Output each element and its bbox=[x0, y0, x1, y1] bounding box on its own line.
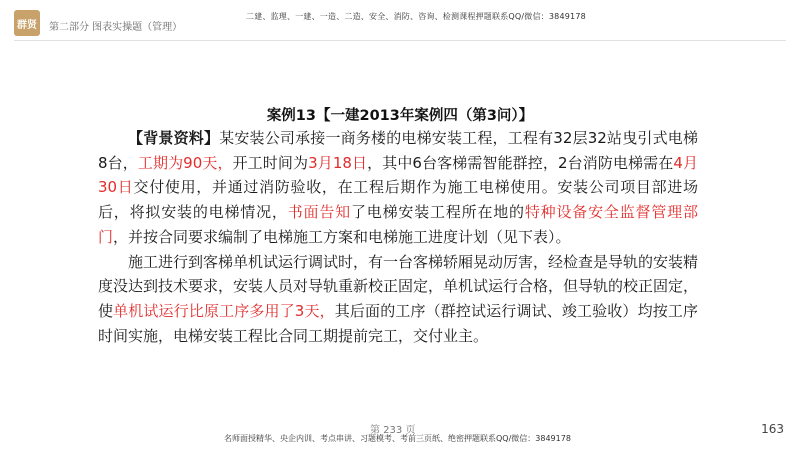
highlight-duration: 工期为90天， bbox=[137, 153, 233, 172]
text-span: 其后面的工序（群控试运行调试、竣工验收）均按工序时间实施，电梯安装工程比合同工期提前完工，交付业主。 bbox=[98, 301, 698, 345]
highlight-authority: 特种设备安全监督管理部门 bbox=[98, 203, 698, 246]
highlight-start-date: 3月18日 bbox=[308, 153, 368, 172]
header-divider bbox=[14, 40, 786, 41]
highlight-delivery-date: 4月30日 bbox=[98, 153, 699, 197]
section-title: 第二部分 图表实操题（管理） bbox=[49, 22, 183, 33]
background-paragraph bbox=[98, 126, 698, 250]
text-span: ，并按合同要求编制了电梯施工方案和电梯施工进度计划（见下表）。 bbox=[113, 227, 571, 246]
text-span: 开工时间为 bbox=[232, 153, 309, 172]
text-span: 了电梯安装工程所在地的 bbox=[350, 203, 525, 222]
highlight-written-notice: 书面告知 bbox=[287, 203, 351, 222]
text-span: 交付使用，并通过消防验收，在工程后期作为施工电梯使用。安装公司项目部进场后，将拟安装的电梯情况， bbox=[98, 178, 698, 222]
footer-contact: 名师面授精华、央企内训、考点串讲、习题模考、考前三页纸、绝密押题联系QQ/微信：3849178 bbox=[224, 434, 571, 443]
text-span: 某安装公司承接一商务楼的电梯安装工程，工程有32层32站曳引式电梯8台， bbox=[98, 129, 698, 172]
text-span: 施工进行到客梯单机试运行调试时，有一台客梯轿厢晃动厉害，经检查是导轨的安装精度没达到技术要求，安装人员对导轨重新校正固定，单机试运行合格，但导轨的校正固定，使 bbox=[98, 252, 699, 320]
background-label: 【背景资料】 bbox=[128, 129, 220, 147]
page-number: 163 bbox=[761, 422, 784, 436]
construction-paragraph bbox=[98, 250, 698, 349]
text-span: ，其中6台客梯需智能群控，2台消防电梯需在 bbox=[367, 153, 674, 172]
highlight-delay: 单机试运行比原工序多用了3天， bbox=[113, 301, 335, 320]
header-contact: 二建、监理、一建、一造、二造、安全、消防、咨询、检测课程押题联系QQ/微信：3849178 bbox=[246, 12, 586, 21]
brand-logo: 群贤 bbox=[14, 10, 40, 36]
case-title: 案例13【一建2013年案例四（第3问）】 bbox=[266, 108, 534, 124]
page-label: 第 233 页 bbox=[370, 425, 416, 436]
case-content bbox=[98, 126, 698, 348]
